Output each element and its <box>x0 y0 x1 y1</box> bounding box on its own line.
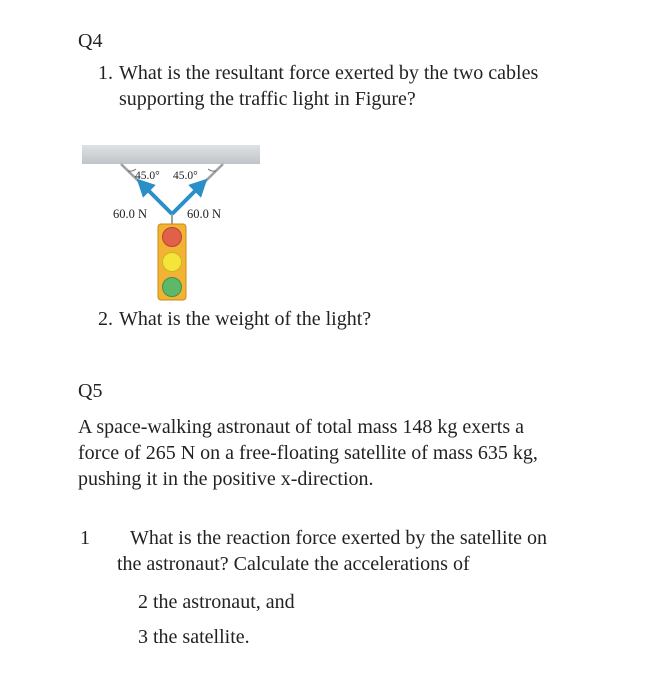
q5-paragraph-line1: A space-walking astronaut of total mass 148 kg exerts a <box>78 416 524 438</box>
q4-item1-number: 1. <box>98 62 113 84</box>
q5-paragraph-line2: force of 265 N on a free-floating satellite of mass 635 kg, <box>78 442 538 464</box>
q4-heading: Q4 <box>78 30 103 52</box>
green-lamp <box>163 278 182 297</box>
left-angle-label: 45.0° <box>135 170 160 182</box>
right-force-label: 60.0 N <box>187 207 222 221</box>
q5-item1-number: 1 <box>80 527 90 549</box>
q4-item1-line1: What is the resultant force exerted by the two cables <box>119 62 539 84</box>
left-force-arrow <box>143 185 172 214</box>
q5-item1-line2: the astronaut? Calculate the accelerations of <box>117 553 470 575</box>
q4-item2-number: 2. <box>98 308 113 330</box>
yellow-lamp <box>163 253 182 272</box>
left-force-label: 60.0 N <box>113 207 148 221</box>
right-angle-arc <box>208 169 216 171</box>
q5-item2: 2 the astronaut, and <box>138 591 295 613</box>
q4-item2-text: What is the weight of the light? <box>119 308 372 330</box>
right-angle-label: 45.0° <box>173 170 198 182</box>
q5-item1-line1: What is the reaction force exerted by the satellite on <box>130 527 548 549</box>
red-lamp <box>163 228 182 247</box>
q5-heading: Q5 <box>78 380 103 402</box>
q4-item1-line2: supporting the traffic light in Figure? <box>119 88 416 110</box>
q5-item3: 3 the satellite. <box>138 626 250 648</box>
q5-paragraph-line3: pushing it in the positive x-direction. <box>78 468 374 490</box>
ceiling-bar <box>82 145 260 164</box>
